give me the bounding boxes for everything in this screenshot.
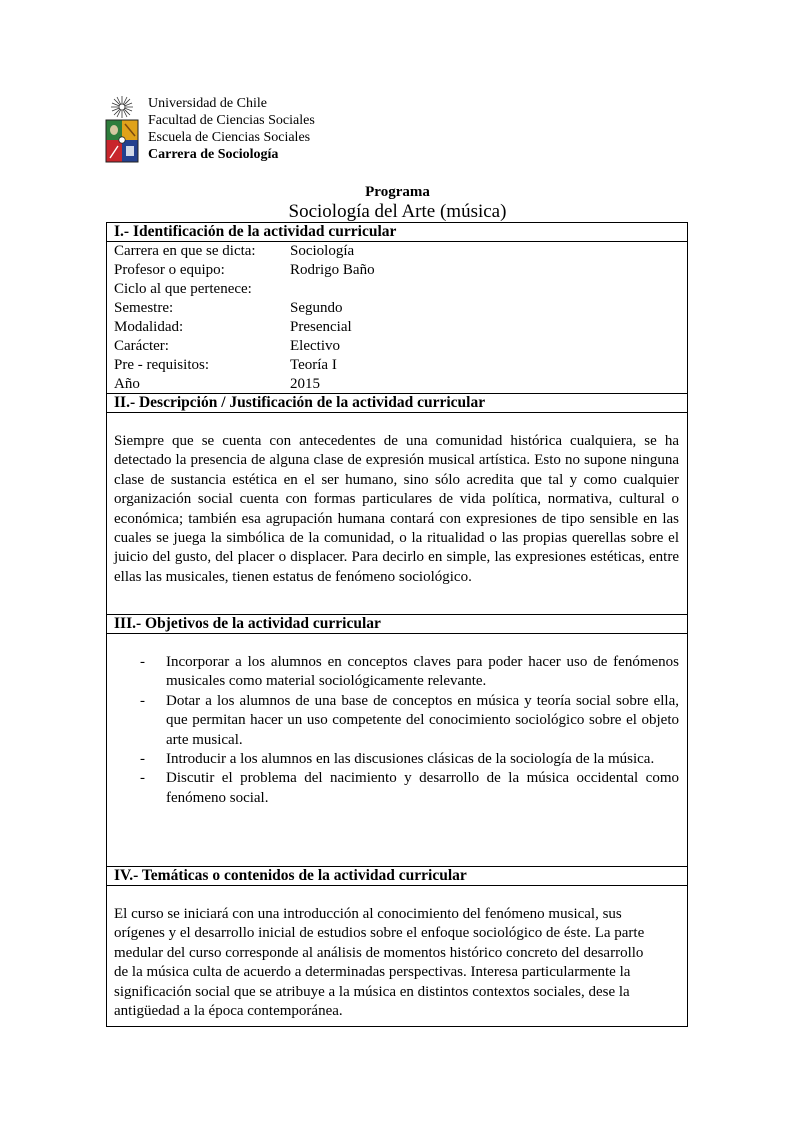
- id-value: Electivo: [290, 338, 340, 354]
- bullet-dash: -: [140, 654, 145, 670]
- id-row: [107, 242, 687, 261]
- id-value: Teoría I: [290, 357, 337, 373]
- id-label: Semestre:: [114, 300, 174, 316]
- objective-text: Introducir a los alumnos en las discusiones clásicas de la sociología de la música.: [166, 751, 655, 768]
- id-row: [107, 337, 687, 356]
- school-name: Escuela de Ciencias Sociales: [148, 130, 311, 145]
- id-label: Profesor o equipo:: [114, 262, 225, 278]
- id-row: [107, 375, 687, 394]
- id-row: [107, 280, 687, 299]
- syllabus-table: [106, 222, 688, 1027]
- faculty-name: Facultad de Ciencias Sociales: [148, 113, 315, 128]
- objective-item: [107, 653, 679, 692]
- contents-text: El curso se iniciará con una introducción al conocimiento del fenómeno musical, sus orígenes y el desarrollo inicial de estudios sobre el enfoque sociológico de éste. La parte medular del curso corresponde al análisis de momentos histórico concreto del desarrollo de la música culta de acuerdo a determinadas perspectivas. Interesa particularmente la significación social que se atribuye a la música en distintos contextos sociales, dese la antigüedad a la época contemporánea.: [114, 906, 645, 1020]
- id-value: Rodrigo Baño: [290, 262, 375, 278]
- section-heading-contents: IV.- Temáticas o contenidos de la actividad curricular: [107, 867, 687, 886]
- id-value: 2015: [290, 376, 320, 392]
- course-title: Sociología del Arte (música): [288, 201, 507, 222]
- description-body: [107, 413, 687, 615]
- bullet-dash: -: [140, 770, 145, 787]
- id-row: [107, 299, 687, 318]
- id-value: Segundo: [290, 300, 343, 316]
- section-heading-objectives: III.- Objetivos de la actividad curricular: [107, 615, 687, 634]
- id-label: Ciclo al que pertenece:: [114, 281, 252, 297]
- id-value: [290, 280, 687, 299]
- bullet-dash: -: [140, 751, 145, 768]
- id-label: Carácter:: [114, 338, 169, 354]
- id-label: Pre - requisitos:: [114, 357, 209, 373]
- bullet-dash: -: [140, 692, 145, 709]
- id-label: Año: [114, 376, 140, 392]
- university-name: Universidad de Chile: [148, 96, 267, 111]
- objective-item: [107, 750, 679, 769]
- objective-item: [107, 769, 679, 808]
- contents-body: [107, 886, 687, 1026]
- id-label: Modalidad:: [114, 319, 184, 335]
- objective-text: Dotar a los alumnos de una base de conceptos en música y teoría social sobre ella, que permitan hacer un uso competente del conocimiento sociológico sobre el objeto arte musical.: [166, 692, 679, 748]
- identification-body: [107, 242, 687, 394]
- objective-text: Discutir el problema del nacimiento y desarrollo de la música occidental como fenómeno social.: [166, 770, 679, 806]
- objectives-body: [107, 634, 687, 867]
- id-row: [107, 356, 687, 375]
- id-label: Carrera en que se dicta:: [114, 243, 256, 259]
- university-crest-icon: [104, 94, 140, 166]
- objective-text: Incorporar a los alumnos en conceptos claves para poder hacer uso de fenómenos musicales como material sociológicamente relevante.: [166, 654, 679, 690]
- id-value: Sociología: [290, 243, 355, 259]
- section-heading-description: II.- Descripción / Justificación de la actividad curricular: [107, 394, 687, 413]
- description-text: Siempre que se cuenta con antecedentes de una comunidad histórica cualquiera, se ha detectado la presencia de alguna clase de expresión musical artística. Esto no supone ninguna clase de sustancia estética en el ser humano, sino sólo acredita que tal y como cualquier organización social cuenta con formas particulares de vida política, normativa, cultural o económica; también esa agrupación humana contará con expresiones de tipo sensible en las cuales se juega la simbólica de la comunidad, o la ritualidad o las propias querellas sobre el juicio del gusto, del placer o displacer. Para decirlo en simple, las expresiones estéticas, entre ellas las musicales, tienen estatus de fenómeno sociológico.: [114, 433, 679, 585]
- id-value: Presencial: [290, 319, 352, 335]
- id-row: [107, 261, 687, 280]
- objectives-list: [107, 653, 687, 808]
- section-heading-identification: I.- Identificación de la actividad curricular: [107, 223, 687, 242]
- program-name: Carrera de Sociología: [148, 147, 279, 162]
- id-row: [107, 318, 687, 337]
- letterhead: [104, 94, 315, 166]
- objective-item: [107, 692, 679, 750]
- document-title: Programa: [365, 184, 430, 200]
